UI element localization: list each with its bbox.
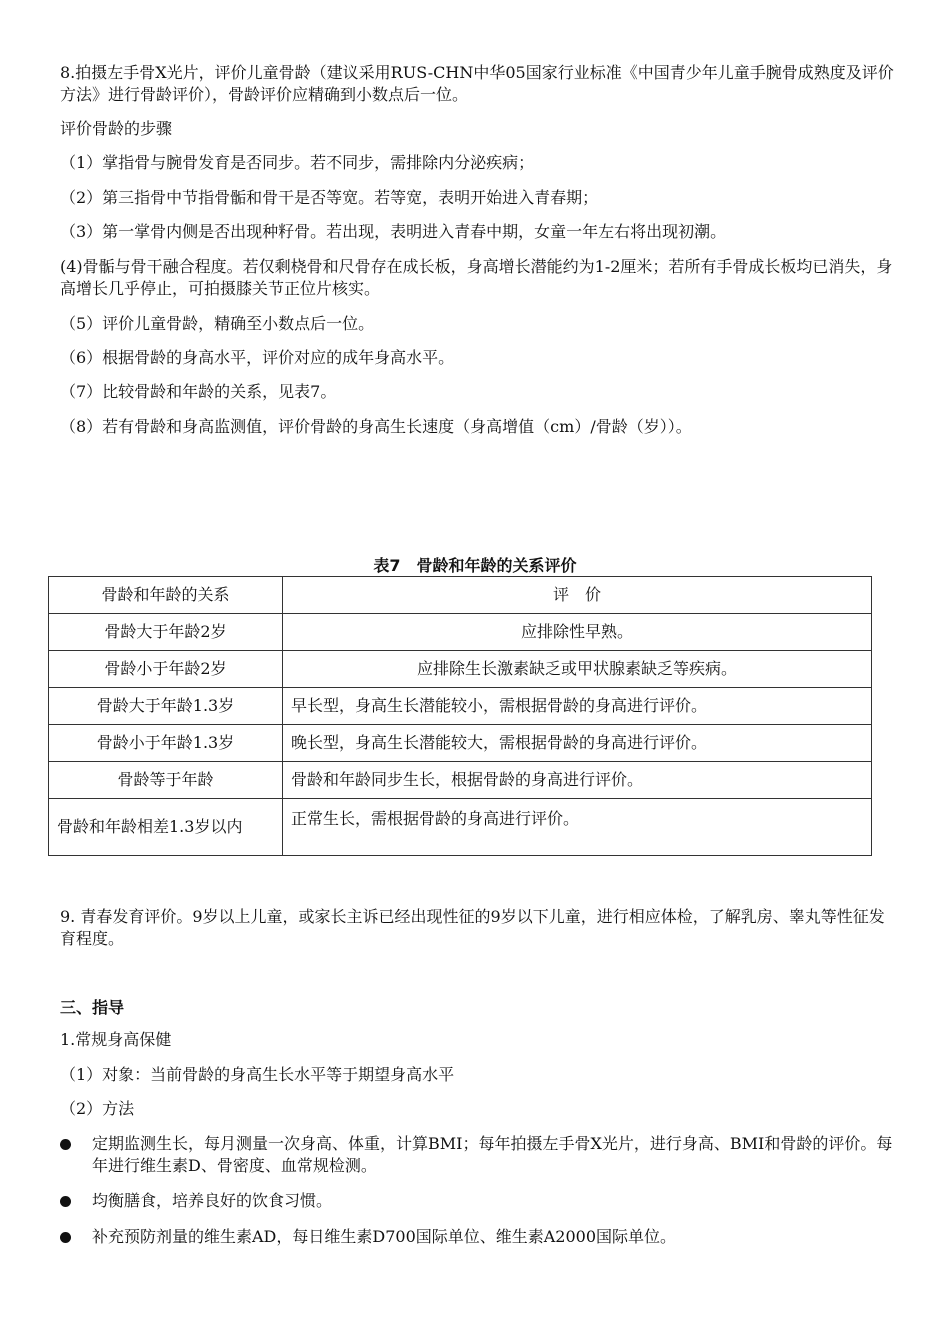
bullet-text: 补充预防剂量的维生素AD，每日维生素D700国际单位、维生素A2000国际单位。 (92, 1227, 677, 1246)
table-row (49, 614, 872, 651)
table-cell: 正常生长，需根据骨龄的身高进行评价。 (283, 799, 872, 856)
table-row (49, 799, 872, 856)
table-header-cell: 评 价 (283, 577, 872, 614)
table-cell: 应排除生长激素缺乏或甲状腺素缺乏等疾病。 (283, 651, 872, 688)
table-cell: 早长型，身高生长潜能较小，需根据骨龄的身高进行评价。 (283, 688, 872, 725)
step-2: （2）第三指骨中节指骨骺和骨干是否等宽。若等宽，表明开始进入青春期； (60, 188, 599, 207)
table-cell: 骨龄小于年龄1.3岁 (49, 725, 283, 762)
list-item: （2）方法 (60, 1099, 135, 1118)
table-cell: 骨龄和年龄相差1.3岁以内 (49, 799, 283, 856)
steps-title: 评价骨龄的步骤 (60, 119, 173, 138)
step-3: （3）第一掌骨内侧是否出现种籽骨。若出现，表明进入青春中期，女童一年左右将出现初潮。 (60, 222, 727, 241)
section-heading: 三、指导 (60, 998, 125, 1017)
bullet-text: 均衡膳食，培养良好的饮食习惯。 (92, 1191, 333, 1210)
table-cell: 骨龄等于年龄 (49, 762, 283, 799)
list-item: （1）对象：当前骨龄的身高生长水平等于期望身高水平 (60, 1065, 455, 1084)
step-5: （5）评价儿童骨龄，精确至小数点后一位。 (60, 314, 375, 333)
table-row (49, 725, 872, 762)
table-cell: 骨龄小于年龄2岁 (49, 651, 283, 688)
table-cell: 应排除性早熟。 (283, 614, 872, 651)
bullet-icon (60, 1196, 71, 1207)
step-8: （8）若有骨龄和身高监测值，评价骨龄的身高生长速度（身高增值（cm）/骨龄（岁））。 (60, 417, 692, 436)
step-1: （1）掌指骨与腕骨发育是否同步。若不同步，需排除内分泌疾病； (60, 153, 535, 172)
table-header-row (49, 577, 872, 614)
step-7: （7）比较骨龄和年龄的关系，见表7。 (60, 382, 337, 401)
paragraph-8: 8.拍摄左手骨X光片，评价儿童骨龄（建议采用RUS-CHN中华05国家行业标准《中国青少年儿童手腕骨成熟度及评价方法》进行骨龄评价），骨龄评价应精确到小数点后一位。 (60, 63, 894, 104)
table-cell: 骨龄大于年龄2岁 (49, 614, 283, 651)
step-6: （6）根据骨龄的身高水平，评价对应的成年身高水平。 (60, 348, 455, 367)
bullet-icon (60, 1232, 71, 1243)
bullet-icon (60, 1139, 71, 1150)
table-row (49, 651, 872, 688)
bullet-text: 定期监测生长，每月测量一次身高、体重，计算BMI；每年拍摄左手骨X光片，进行身高、BMI和骨龄的评价。每年进行维生素D、骨密度、血常规检测。 (92, 1134, 893, 1175)
table-cell: 晚长型，身高生长潜能较大，需根据骨龄的身高进行评价。 (283, 725, 872, 762)
table-header-cell: 骨龄和年龄的关系 (49, 577, 283, 614)
table-cell: 骨龄和年龄同步生长，根据骨龄的身高进行评价。 (283, 762, 872, 799)
bone-age-table (48, 576, 872, 856)
table-row (49, 688, 872, 725)
step-4: (4)骨骺与骨干融合程度。若仅剩桡骨和尺骨存在成长板，身高增长潜能约为1-2厘米；若所有手骨成长板均已消失，身高增长几乎停止，可拍摄膝关节正位片核实。 (60, 257, 893, 298)
table-row (49, 762, 872, 799)
paragraph-9: 9. 青春发育评价。9岁以上儿童，或家长主诉已经出现性征的9岁以下儿童，进行相应体检，了解乳房、睾丸等性征发育程度。 (60, 907, 885, 948)
subsection-title: 1.常规身高保健 (60, 1030, 172, 1049)
table-cell: 骨龄大于年龄1.3岁 (49, 688, 283, 725)
table-caption: 表7 骨龄和年龄的关系评价 (373, 556, 577, 575)
